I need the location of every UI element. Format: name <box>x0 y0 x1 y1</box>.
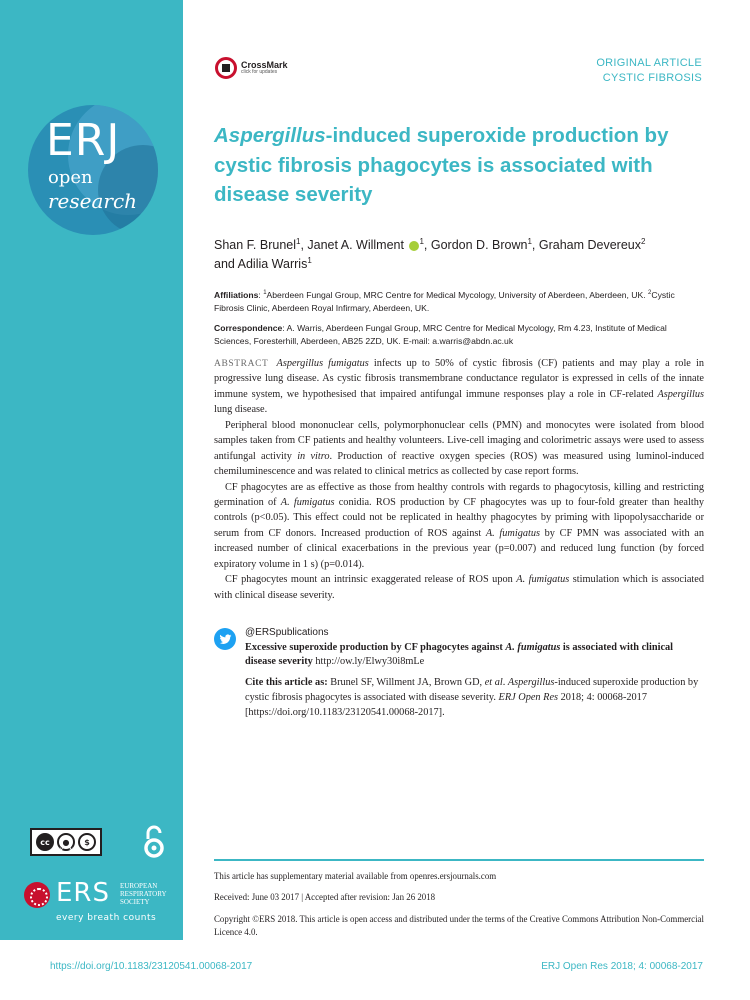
ers-logo <box>22 880 182 928</box>
abstract-italic: A. fumigatus <box>280 496 335 508</box>
affiliations-label: Affiliations <box>214 290 259 300</box>
tweet-italic: A. fumigatus <box>505 641 561 653</box>
title-main-part: -induced superoxide production by cystic fibrosis phagocytes is associated with disease severity <box>214 124 669 207</box>
twitter-handle-link[interactable]: @ERSpublications <box>245 627 329 638</box>
crossmark-badge[interactable] <box>215 57 288 79</box>
affiliation-marker: 2 <box>648 290 652 297</box>
abstract-text: by CF PMN was associated with an increased number of clinical exacerbations in the previous year (p=0.007) and reduced lung function (by forced expiratory volume in 1 s) (p=0.014). <box>214 527 704 570</box>
ers-tagline: every breath counts <box>56 913 157 923</box>
twitter-icon[interactable] <box>214 628 236 650</box>
author-name: Graham Devereux <box>538 238 641 253</box>
abstract-paragraph <box>214 572 704 603</box>
abstract-paragraph <box>214 480 704 573</box>
abstract-label: ABSTRACT <box>214 359 269 369</box>
cite-label: Cite this article as: <box>245 677 328 688</box>
logo-open-text: open <box>48 167 93 188</box>
tweet-bold-text <box>245 642 673 668</box>
article-type <box>596 56 702 86</box>
journal-sidebar <box>0 0 183 940</box>
noncommercial-icon: $ <box>78 833 96 851</box>
ers-emblem-icon <box>24 882 50 908</box>
author-name: Shan F. Brunel <box>214 238 296 253</box>
cc-icon: cc <box>36 833 54 851</box>
cite-text: Brunel SF, Willment JA, Brown GD, <box>327 677 485 688</box>
citation <box>245 676 703 721</box>
footer-notes <box>214 870 704 939</box>
cite-journal: ERJ Open Res <box>498 691 559 703</box>
abstract-text: CF phagocytes are as effective as those from healthy controls with regards to phagocytosis, killing and restricting germination of <box>214 481 704 508</box>
article-type-line: ORIGINAL ARTICLE <box>596 57 702 69</box>
crossmark-labels <box>241 61 288 75</box>
article-title <box>214 121 714 210</box>
cite-doi[interactable]: 2018; 4: 00068-2017 [https://doi.org/10.1183/23120541.00068-2017]. <box>245 691 647 718</box>
abstract-text: infects up to 50% of cystic fibrosis (CF) patients and may play a role in progressive lung disease. As cystic fibrosis transmembrane conductance regulator is expressed in cells of the innate immune system, we hypothesised that impaired antifungal immune responses play a role in CF-related <box>214 358 704 400</box>
abstract <box>214 356 704 603</box>
cite-italic: Aspergillus <box>507 677 555 688</box>
abstract-text: stimulation which is associated with clinical disease severity. <box>214 574 705 601</box>
tweet-link[interactable]: http://ow.ly/Elwy30i8mLe <box>315 656 425 668</box>
crossmark-label: CrossMark <box>241 60 288 70</box>
affiliation-marker: 1 <box>527 237 532 246</box>
logo-erj-text: ERJ <box>46 115 121 166</box>
ers-full-name <box>120 882 167 906</box>
journal-reference: ERJ Open Res 2018; 4: 00068-2017 <box>541 961 703 972</box>
article-subject-line: CYSTIC FIBROSIS <box>602 71 702 84</box>
affiliation-text: Cystic Fibrosis Clinic, Aberdeen Royal Infirmary, Aberdeen, UK. <box>214 290 675 314</box>
cite-italic: et al <box>484 677 503 688</box>
footer-divider <box>214 859 704 861</box>
tweet-text-part: is associated with clinical disease severity <box>245 641 674 668</box>
affiliation-marker: 2 <box>640 237 646 246</box>
license-labels <box>56 847 78 854</box>
crossmark-icon <box>215 57 237 79</box>
correspondence: Correspondence: A. Warris, Aberdeen Fungal Group, MRC Centre for Medical Mycology, Rm 4.23, Institute of Medical Sciences, Foresterhill, Aberdeen, AB25 2ZD, UK. E-mail: a.warris@abdn.ac.uk <box>214 323 667 347</box>
crossmark-sublabel: click for updates <box>241 69 278 75</box>
author-name: and Adilia Warris <box>214 257 308 272</box>
doi-link[interactable]: https://doi.org/10.1183/23120541.00068-2017 <box>50 961 253 972</box>
tweet-text-part: Excessive superoxide production by CF phagocytes against <box>245 641 506 653</box>
orcid-icon[interactable] <box>409 241 419 251</box>
affiliations: Affiliations: $^1$Aberdeen Fungal Group, MRC Centre for Medical Mycology, University of Aberdeen, Aberdeen, UK. $^2$Cystic Fibrosis Clinic, Aberdeen Royal Infirmary, Aberdeen, UK. <box>214 290 675 314</box>
abstract-paragraph <box>214 356 704 418</box>
abstract-text: conidia. ROS production by CF phagocytes was up to four-fold greater than healthy controls (p<0.05). This effect could not be replicated in healthy phagocytes by priming with lipopolysaccharide or serum from CF donors. Increased production of ROS against <box>214 496 705 539</box>
open-access-icon[interactable] <box>143 825 165 859</box>
copyright-notice: Copyright ©ERS 2018. This article is open access and distributed under the terms of the Creative Commons Attribution Non-Commercial Licence 4.0. <box>214 913 704 938</box>
author-name: Gordon D. Brown <box>430 238 528 253</box>
affiliation-marker: 1 <box>263 290 267 297</box>
erj-open-research-logo <box>28 105 158 235</box>
abstract-text: lung disease. <box>214 404 268 416</box>
supplementary-note: This article has supplementary material available from openres.ersjournals.com <box>214 871 497 881</box>
abstract-italic: A. fumigatus <box>485 527 541 539</box>
abstract-italic: Aspergillus fumigatus <box>276 358 369 369</box>
logo-research-text: research <box>48 189 138 213</box>
ers-name-line: EUROPEAN <box>120 882 158 890</box>
license-by-label: BY <box>56 847 64 854</box>
abstract-italic: in vitro <box>297 450 330 462</box>
abstract-italic: A. fumigatus <box>516 574 570 586</box>
tweet-text <box>245 626 700 670</box>
correspondence-label: Correspondence <box>214 323 283 333</box>
abstract-italic: Aspergillus <box>657 388 704 400</box>
abstract-text: CF phagocytes mount an intrinsic exaggerated release of ROS upon <box>225 574 517 586</box>
affiliation-marker: 1 <box>296 237 301 246</box>
abstract-text: . Production of reactive oxygen species (ROS) was measured using luminol-induced chemiluminescence and was related to clinical metrics as collected by case report forms. <box>214 450 704 478</box>
cite-text: . <box>502 677 508 688</box>
title-italic-part: Aspergillus <box>214 124 326 147</box>
affiliation-text: Aberdeen Fungal Group, MRC Centre for Medical Mycology, University of Aberdeen, Aberdeen, UK. <box>266 290 646 300</box>
ers-name-line: RESPIRATORY <box>120 890 167 899</box>
license-nc-label: NC <box>69 847 78 854</box>
affiliation-marker: 1 <box>307 255 312 265</box>
abstract-text: Peripheral blood mononuclear cells, polymorphonuclear cells (PMN) and monocytes were isolated from blood samples taken from CF patients and healthy volunteers. Live-cell imaging and colorimetric assays were used to assess antifungal activity <box>214 419 704 462</box>
ers-name-line: SOCIETY <box>120 898 150 907</box>
attribution-icon: ● <box>57 833 75 851</box>
abstract-paragraph <box>214 418 704 480</box>
author-name: Janet A. Willment <box>307 238 404 253</box>
correspondence-text: A. Warris, Aberdeen Fungal Group, MRC Centre for Medical Mycology, Rm 4.23, Institute of Medical Sciences, Foresterhill, Aberdeen, AB25 2ZD, UK. E-mail: a.warris@abdn.ac.uk <box>214 323 667 347</box>
cite-text: -induced superoxide production by cystic fibrosis phagocytes is associated with disease severity. <box>245 677 699 703</box>
ers-wordmark: ERS <box>56 878 110 908</box>
affiliation-marker: 1 <box>419 237 424 246</box>
author-list: Shan F. Brunel$^1$, Janet A. Willment $^1$, Gordon D. Brown$^1$, Graham Devereux$^2$ and Adilia Warris$^1$ <box>214 237 646 272</box>
received-dates: Received: June 03 2017 | Accepted after revision: Jan 26 2018 <box>214 892 436 903</box>
